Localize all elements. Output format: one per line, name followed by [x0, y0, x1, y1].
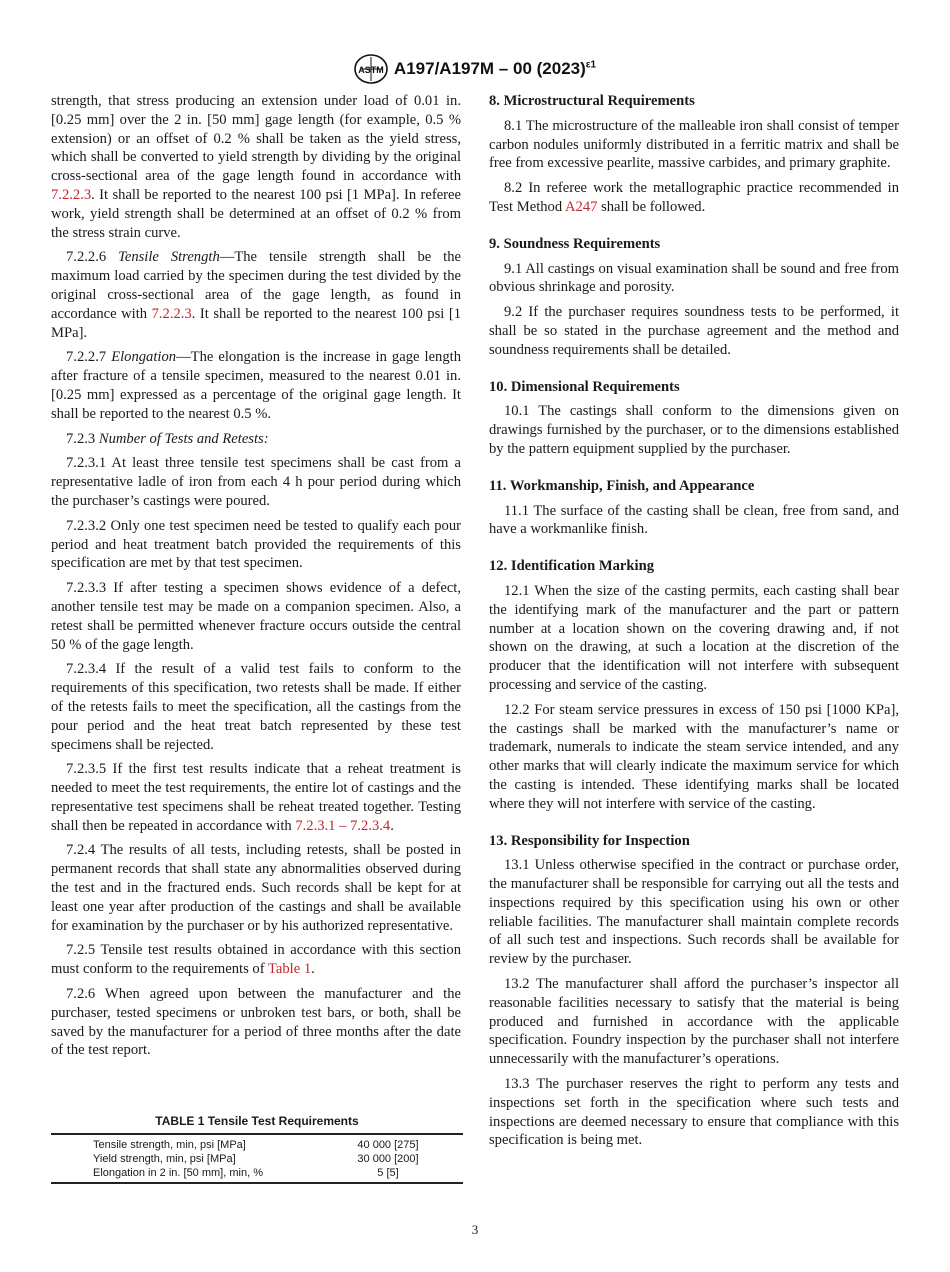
ref-link-7-2-2-3[interactable]: 7.2.2.3 — [51, 186, 92, 203]
table-cell-label: Yield strength, min, psi [MPa] — [93, 1153, 236, 1165]
table-cell-value: 30 000 [200] — [357, 1153, 419, 1165]
paragraph-12-1: 12.1 When the size of the casting permits, each casting shall bear the identifying mark of the manufacturer and the part or pattern number at a location shown on the covering drawing and, if not shown on the drawing, at such a location at the discretion of the producer that the identification will not interfere with subsequent processing and service of the casting. — [489, 582, 899, 693]
page-number: 3 — [471, 1222, 479, 1237]
paragraph-13-1: 13.1 Unless otherwise specified in the contract or purchase order, the manufacturer shall be responsible for carrying out all the tests and inspections required by this specification using his own or other reliable facilities. The manufacturer shall maintain complete records of all such test and inspections. Such records shall be available for review by the purchaser. — [489, 857, 899, 968]
astm-logo-icon — [354, 54, 388, 84]
table-title: TABLE 1 Tensile Test Requirements — [155, 1114, 359, 1128]
table-cell-label: Elongation in 2 in. [50 mm], min, % — [93, 1167, 263, 1179]
paragraph-13-2: 13.2 The manufacturer shall afford the purchaser’s inspector all reasonable facilities necessary to satisfy that the material is being produced and furnished in accordance with the applicable specification. Foundry inspection by the purchaser shall not interfere unnecessarily with the manufacturer’s operations. — [489, 976, 899, 1068]
paragraph-7-2-3: 7.2.3 Number of Tests and Retests: — [66, 430, 269, 447]
ref-link-7-2-3-1-to-7-2-3-4[interactable]: 7.2.3.1 – 7.2.3.4 — [295, 817, 391, 834]
section-heading-10: 10. Dimensional Requirements — [489, 378, 680, 395]
paragraph-11-1: 11.1 The surface of the casting shall be clean, free from sand, and have a workmanlike finish. — [489, 502, 899, 538]
paragraph-7-2-6: 7.2.6 When agreed upon between the manufacturer and the purchaser, tested specimens or unbroken test bars, or both, shall be saved by the manufacturer for a period of three months after the date of the test report. — [51, 986, 461, 1059]
ref-link-a247[interactable]: A247 — [565, 198, 598, 215]
standard-designation: A197/A197M – 00 $(2023)^{\varepsilon 1}$ — [393, 59, 597, 78]
paragraph-10-1: 10.1 The castings shall conform to the dimensions given on drawings furnished by the purchaser, or to the dimensions established by the pattern equipment supplied by the purchaser. — [489, 403, 899, 457]
section-heading-12: 12. Identification Marking — [489, 558, 654, 575]
table-1 — [51, 1114, 463, 1184]
paragraph-7-2-2-7: 7.2.2.7 Elongation—The elongation is the increase in gage length after fracture of a tensile specimen, measured to the nearest 0.01 in. [0.25 mm] expressed as a percentage of the original gage length. It shall be reported to the nearest 0.5 %. — [51, 349, 462, 422]
table-cell-label: Tensile strength, min, psi [MPa] — [93, 1139, 246, 1151]
paragraph-7-2-4: 7.2.4 The results of all tests, including retests, shall be posted in permanent records that shall state any abnormalities observed during the test and in the fractured ends. Such records shall be kept for at least one year after production of the castings and shall be available for examination by the purchaser or by his authorized representative. — [51, 842, 461, 934]
section-heading-11: 11. Workmanship, Finish, and Appearance — [489, 477, 755, 494]
right-column — [489, 92, 899, 1156]
paragraph-7-2-3-4: 7.2.3.4 If the result of a valid test fails to conform to the requirements of this specification, two retests shall be made. If either of the retests fails to meet the specification, all the castings from the pour period and the heat treat batch represented by these test specimens shall be rejected. — [51, 661, 461, 753]
table-row — [51, 1134, 463, 1152]
table-cell-value: 40 000 [275] — [357, 1139, 419, 1151]
ref-link-table-1[interactable]: Table 1 — [267, 961, 312, 978]
paragraph-9-1: 9.1 All castings on visual examination shall be sound and free from obvious shrinkage and porosity. — [489, 260, 899, 296]
paragraph-7-2-3-2: 7.2.3.2 Only one test specimen need be tested to qualify each pour period and heat treatment batch provided the requirements of this specification are met by that test specimen. — [51, 517, 461, 572]
table-row — [51, 1166, 463, 1183]
ref-link-7-2-2-3[interactable]: 7.2.2.3 — [151, 305, 192, 322]
section-heading-8: 8. Microstructural Requirements — [489, 93, 695, 109]
table-cell-value: 5 [5] — [377, 1167, 399, 1179]
paragraph-8-1: 8.1 The microstructure of the malleable iron shall consist of temper carbon nodules uniformly distributed in a ferritic matrix and shall be free from excessive pearlite, massive carbides, and primary graphite. — [489, 117, 899, 172]
left-column — [51, 92, 461, 1066]
paragraph-7-2-3-5: 7.2.3.5 If the first test results indicate that a reheat treatment is needed to meet the test requirements, the entire lot of castings and the representative test specimens shall be reheat treated together. Testing shall then be repeated in accordance with 7.2.3.1 – 7.2.3.4. — [51, 761, 461, 834]
paragraph-13-3: 13.3 The purchaser reserves the right to perform any tests and inspections set forth in the specification where such tests and inspections are deemed necessary to ensure that compliance with this specification is being met. — [489, 1076, 899, 1149]
table-row — [51, 1152, 463, 1166]
paragraph-7-2-3-3: 7.2.3.3 If after testing a specimen shows evidence of a defect, another tensile test may be made on a companion specimen. Also, a retest shall be permitted whenever fracture occurs outside the central 50 % of the gage length. — [51, 580, 461, 653]
paragraph-9-2: 9.2 If the purchaser requires soundness tests to be performed, it shall be so stated in the purchase agreement and the method and soundness requirements shall be detailed. — [489, 304, 899, 358]
section-heading-13: 13. Responsibility for Inspection — [489, 832, 690, 849]
page-header — [0, 54, 950, 89]
paragraph-7-2-5: 7.2.5 Tensile test results obtained in accordance with this section must conform to the requirements of Table 1. — [51, 942, 461, 978]
paragraph-12-2: 12.2 For steam service pressures in excess of 150 psi [1000 KPa], the castings shall be marked with the manufacturer’s name or trademark, numerals to indicate the steam service intended, and any other marks that will clearly indicate the maximum service for which the casting is intended. These identifying marks shall be located where they will not interfere with service of the casting. — [489, 701, 899, 812]
paragraph-7-2-2-6: 7.2.2.6 Tensile Strength—The tensile strength shall be the maximum load carried by the specimen during the test divided by the original cross-sectional area of the gage length, as found in accordance with 7.2.2.3. It shall be reported to the nearest 100 psi [1 MPa]. — [51, 249, 461, 341]
section-heading-9: 9. Soundness Requirements — [489, 235, 661, 252]
svg-text:ASTM: ASTM — [358, 65, 384, 75]
paragraph-8-2: 8.2 In referee work the metallographic practice recommended in Test Method A247 shall be followed. — [489, 180, 899, 215]
paragraph-yield-strength-cont: strength, that stress producing an extension under load of 0.01 in. [0.25 mm] over the 2 in. [50 mm] gage length (for example, 0.5 % extension) or an offset of 0.2 % shall be taken as the yield stress, which shall be converted to yield strength by dividing by the original cross-sectional area of the gage length found in accordance with 7.2.2.3. It shall be reported to the nearest 100 psi [1 MPa]. In referee work, yield strength shall be determined at an offset of 0.2 % from the stress strain curve. — [51, 93, 461, 241]
tensile-requirements-table — [51, 1133, 463, 1184]
paragraph-7-2-3-1: 7.2.3.1 At least three tensile test specimens shall be cast from a representative ladle of iron from each 4 h pour period during which the purchaser’s castings were poured. — [51, 455, 461, 509]
